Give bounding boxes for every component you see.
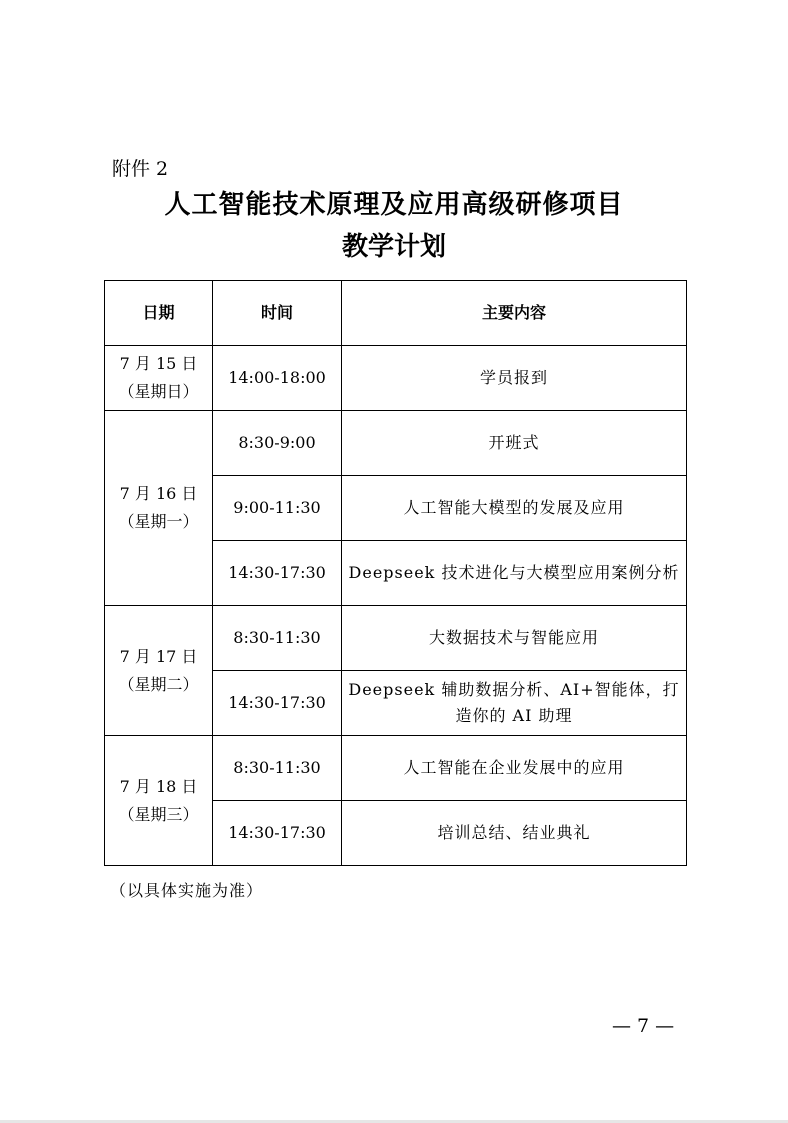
weekday-text: （星期三） [118,804,199,824]
content-cell: Deepseek 技术进化与大模型应用案例分析 [342,541,687,606]
content-cell: Deepseek 辅助数据分析、AI+智能体，打造你的 AI 助理 [342,671,687,736]
date-text: 7 月 16 日 [119,484,198,503]
content-cell: 人工智能在企业发展中的应用 [342,736,687,801]
date-text: 7 月 15 日 [119,354,198,373]
date-cell [105,411,213,606]
time-cell: 14:30-17:30 [213,671,342,736]
time-cell: 14:30-17:30 [213,801,342,866]
table-row [105,736,687,801]
content-cell: 培训总结、结业典礼 [342,801,687,866]
weekday-text: （星期一） [118,512,199,531]
time-cell: 9:00-11:30 [213,476,342,541]
time-cell: 8:30-11:30 [213,606,342,671]
document-subtitle: 教学计划 [341,232,446,262]
time-cell: 14:30-17:30 [213,541,342,606]
date-text: 7 月 17 日 [119,646,198,666]
table-row [105,606,687,671]
teaching-schedule-table [104,280,687,866]
schedule-note: （以具体实施为准） [110,881,264,900]
date-cell [105,736,213,866]
time-cell: 8:30-11:30 [213,736,342,801]
content-cell: 开班式 [342,411,687,476]
weekday-text: （星期二） [118,674,199,694]
content-cell: 人工智能大模型的发展及应用 [342,476,687,541]
date-text: 7 月 18 日 [119,776,198,796]
header-date: 日期 [105,281,213,346]
date-cell [105,346,213,411]
table-row [105,346,687,411]
weekday-text: （星期日） [118,382,199,401]
time-cell: 8:30-9:00 [213,411,342,476]
header-content: 主要内容 [342,281,687,346]
attachment-label: 附件 2 [112,158,169,180]
header-row [105,281,687,346]
document-title: 人工智能技术原理及应用高级研修项目 [164,190,624,220]
header-time: 时间 [213,281,342,346]
page-number: — 7 — [612,1015,675,1037]
date-cell [105,606,213,736]
content-cell: 学员报到 [342,346,687,411]
time-cell: 14:00-18:00 [213,346,342,411]
table-row [105,411,687,476]
content-cell: 大数据技术与智能应用 [342,606,687,671]
